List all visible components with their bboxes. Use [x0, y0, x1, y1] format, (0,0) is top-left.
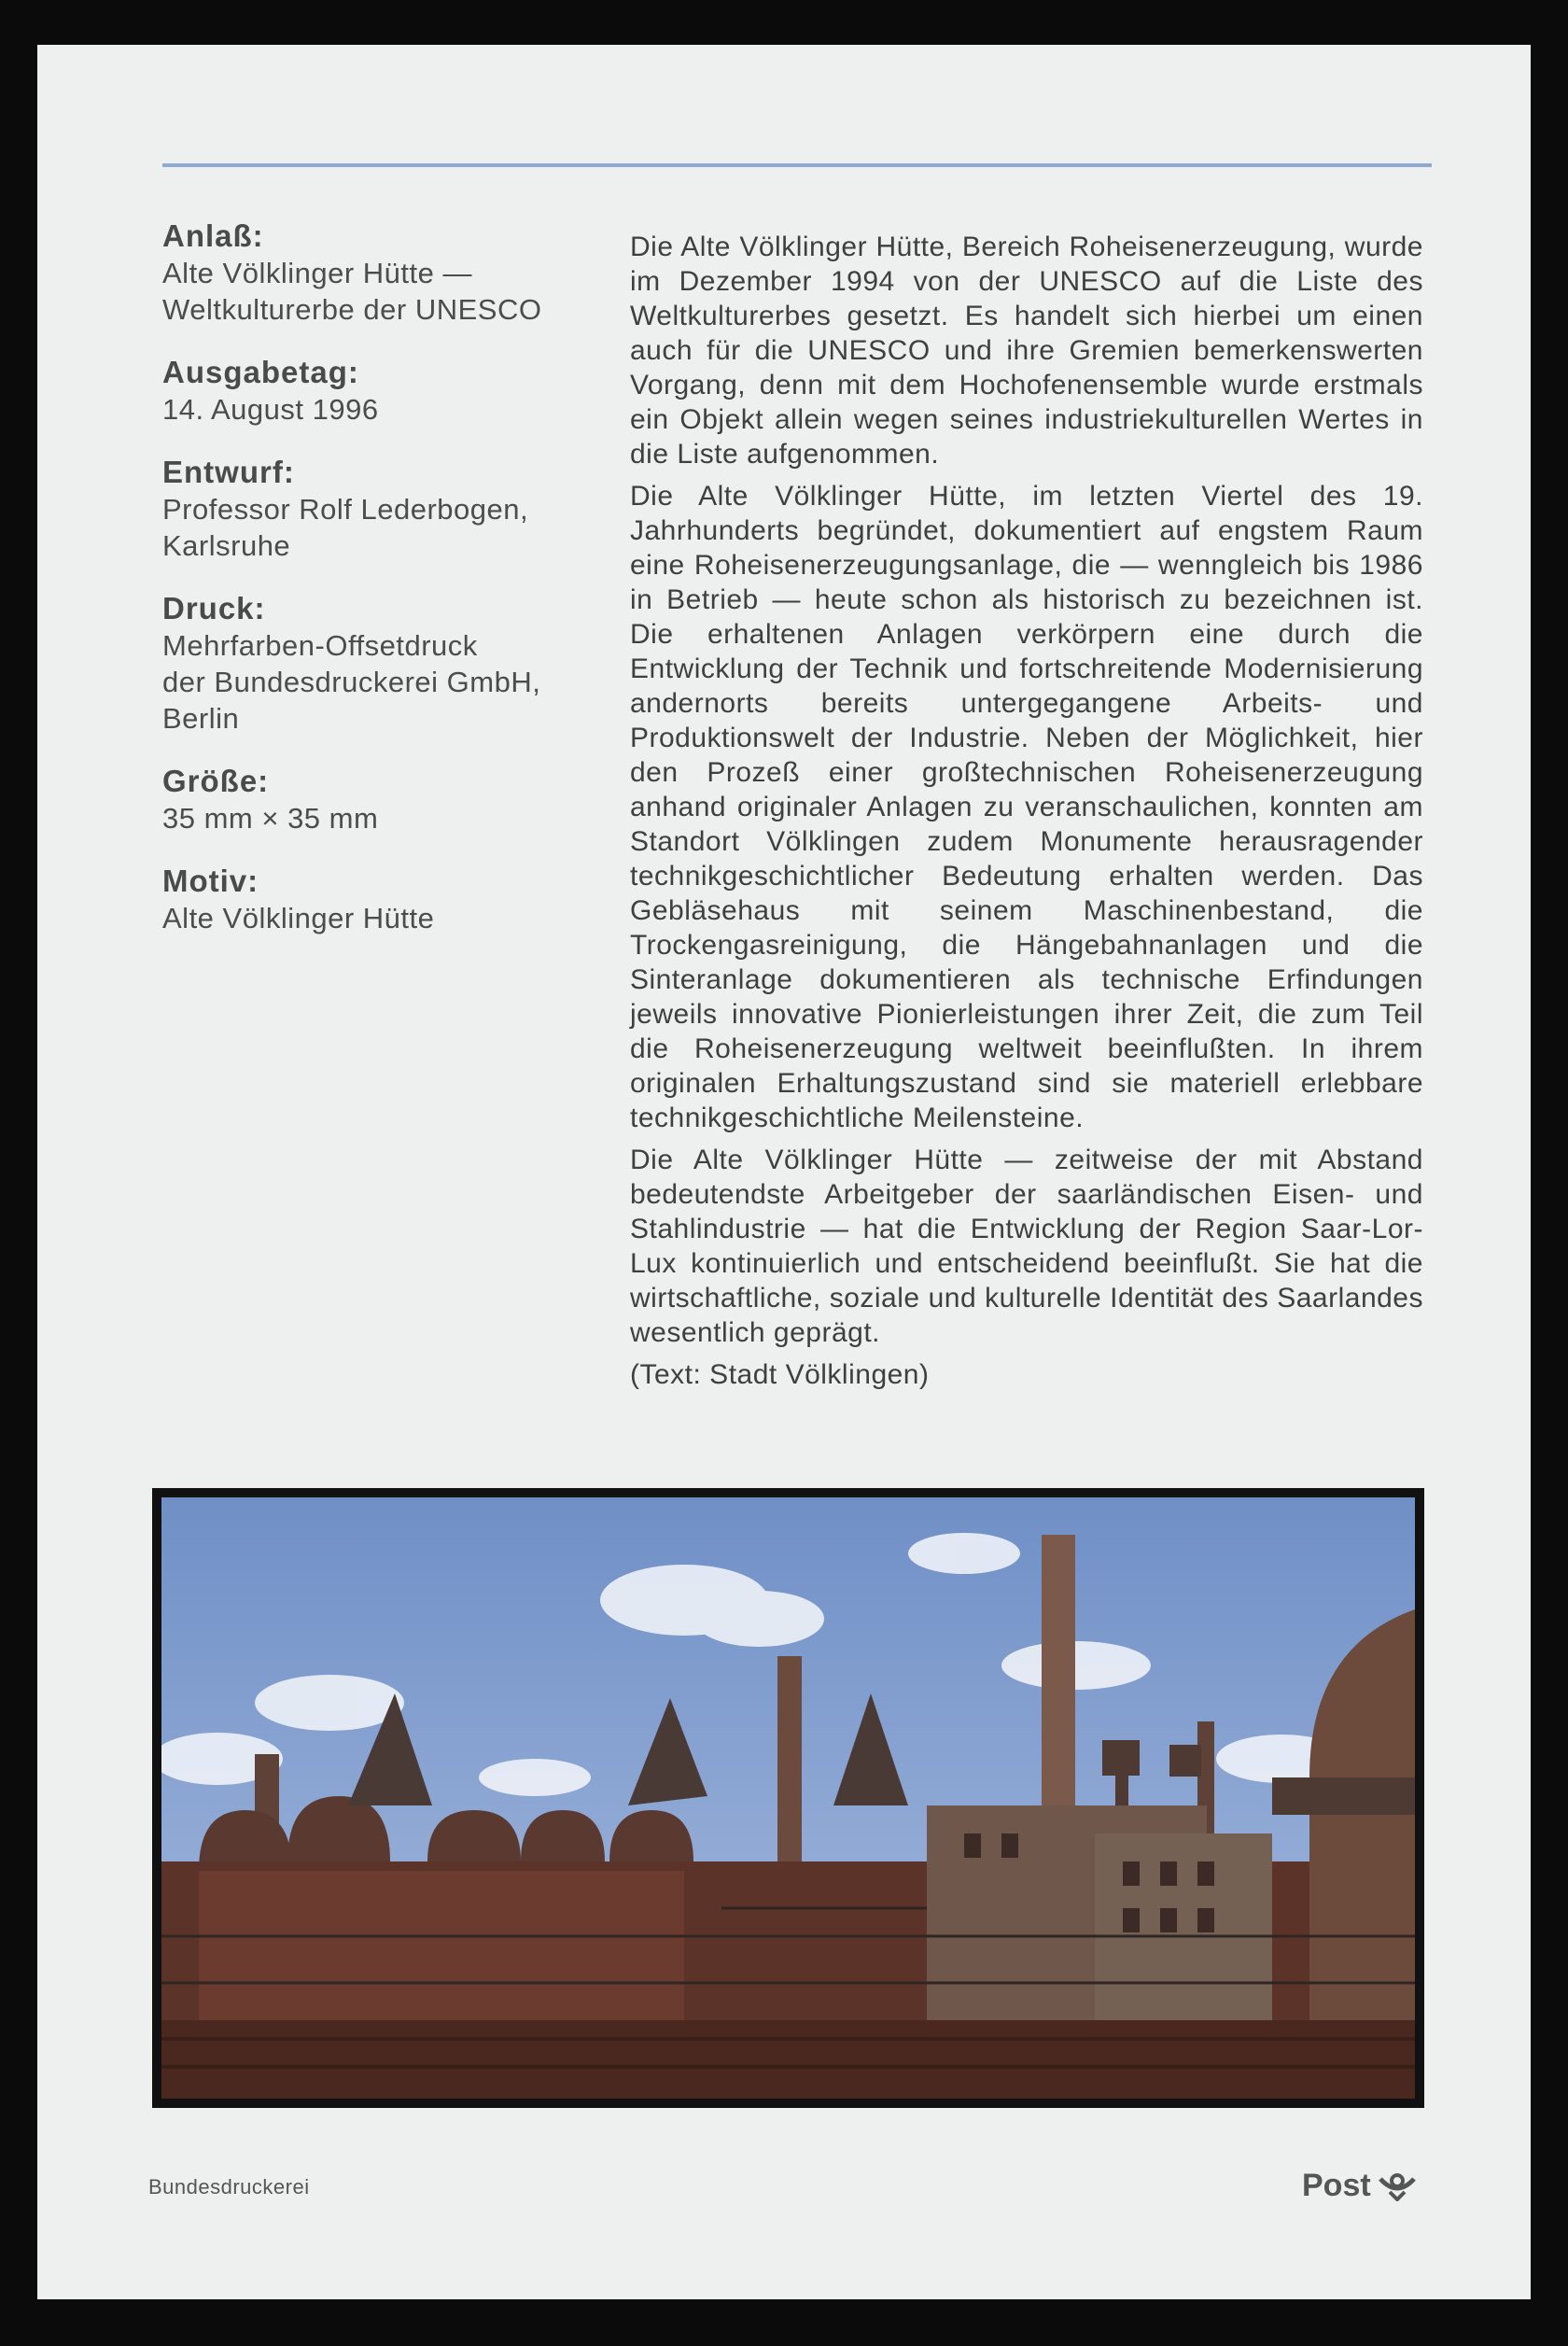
posthorn-icon: [1377, 2170, 1418, 2201]
fact-label: Entwurf:: [162, 455, 295, 489]
fact-value: Alte Völklinger Hütte — Weltkulturerbe der UNESCO: [162, 257, 542, 326]
fact-groesse: [162, 763, 610, 836]
body-paragraph: Die Alte Völklinger Hütte — zeitweise der mit Abstand bedeutendste Arbeitgeber der saarländischen Eisen- und Stahlindustrie — hat die Entwicklung der Region Saar-Lor-Lux kontinuierlich und entscheidend beeinflußt. Sie hat die wirtschaftliche, soziale und kulturelle Identität des Saarlandes wesentlich geprägt.: [630, 1145, 1423, 1348]
text-credit: (Text: Stadt Völklingen): [630, 1359, 930, 1390]
fact-label: Ausgabetag:: [162, 355, 359, 389]
ironworks-photo: [152, 1488, 1424, 2108]
fact-value: Mehrfarben-Offsetdruck der Bundesdruckerei GmbH, Berlin: [162, 629, 541, 735]
fact-druck: [162, 590, 610, 737]
fact-value: 35 mm × 35 mm: [162, 802, 379, 835]
fact-anlass: [162, 218, 610, 328]
document-sheet: [37, 45, 1531, 2299]
facts-column: [162, 218, 610, 962]
fact-ausgabetag: [162, 354, 610, 428]
fact-value: Alte Völklinger Hütte: [162, 902, 435, 934]
top-divider: [162, 163, 1432, 167]
body-text-column: [630, 230, 1423, 1399]
post-logo: [1302, 2162, 1418, 2209]
body-paragraph: Die Alte Völklinger Hütte, Bereich Roheisenerzeugung, wurde im Dezember 1994 von der UNESCO auf die Liste des Weltkulturerbes gesetzt. Es handelt sich hierbei um einen auch für die UNESCO und ihre Gremien bemerkenswerten Vorgang, denn mit dem Hochofenensemble wurde erstmals ein Objekt allein wegen seines industriekulturellen Wertes in die Liste aufgenommen.: [630, 232, 1423, 470]
fact-label: Größe:: [162, 764, 270, 798]
fact-value: 14. August 1996: [162, 393, 379, 426]
post-brand-text: Post: [1302, 2167, 1371, 2203]
printer-credit: Bundesdruckerei: [148, 2175, 310, 2198]
fact-value: Professor Rolf Lederbogen, Karlsruhe: [162, 493, 529, 562]
fact-entwurf: [162, 454, 610, 564]
fact-label: Druck:: [162, 591, 266, 625]
fact-label: Motiv:: [162, 864, 259, 898]
fact-label: Anlaß:: [162, 218, 264, 253]
fact-motiv: [162, 863, 610, 936]
ironworks-illustration: [161, 1497, 1415, 2099]
body-paragraph: Die Alte Völklinger Hütte, im letzten Viertel des 19. Jahrhunderts begründet, dokumentiert auf engstem Raum eine Roheisenerzeugungsanlage, die — wenngleich bis 1986 in Betrieb — heute schon als historisch zu bezeichnen ist. Die erhaltenen Anlagen verkörpern eine durch die Entwicklung der Technik und fortschreitende Modernisierung andernorts bereits untergegangene Arbeits- und Produktionswelt der Industrie. Neben der Möglichkeit, hier den Prozeß einer großtechnischen Roheisenerzeugung anhand originaler Anlagen zu veranschaulichen, konnten am Standort Völklingen zudem Monumente herausragender technikgeschichtlicher Bedeutung erhalten werden. Das Gebläsehaus mit seinem Maschinenbestand, die Trockengasreinigung, die Hängebahnanlagen und die Sinteranlage dokumentieren als technische Erfindungen jeweils innovative Pionierleistungen ihrer Zeit, die zum Teil die Roheisenerzeugung weltweit beeinflußten. In ihrem originalen Erhaltungszustand sind sie materiell erlebbare technikgeschichtliche Meilensteine.: [630, 481, 1423, 1133]
